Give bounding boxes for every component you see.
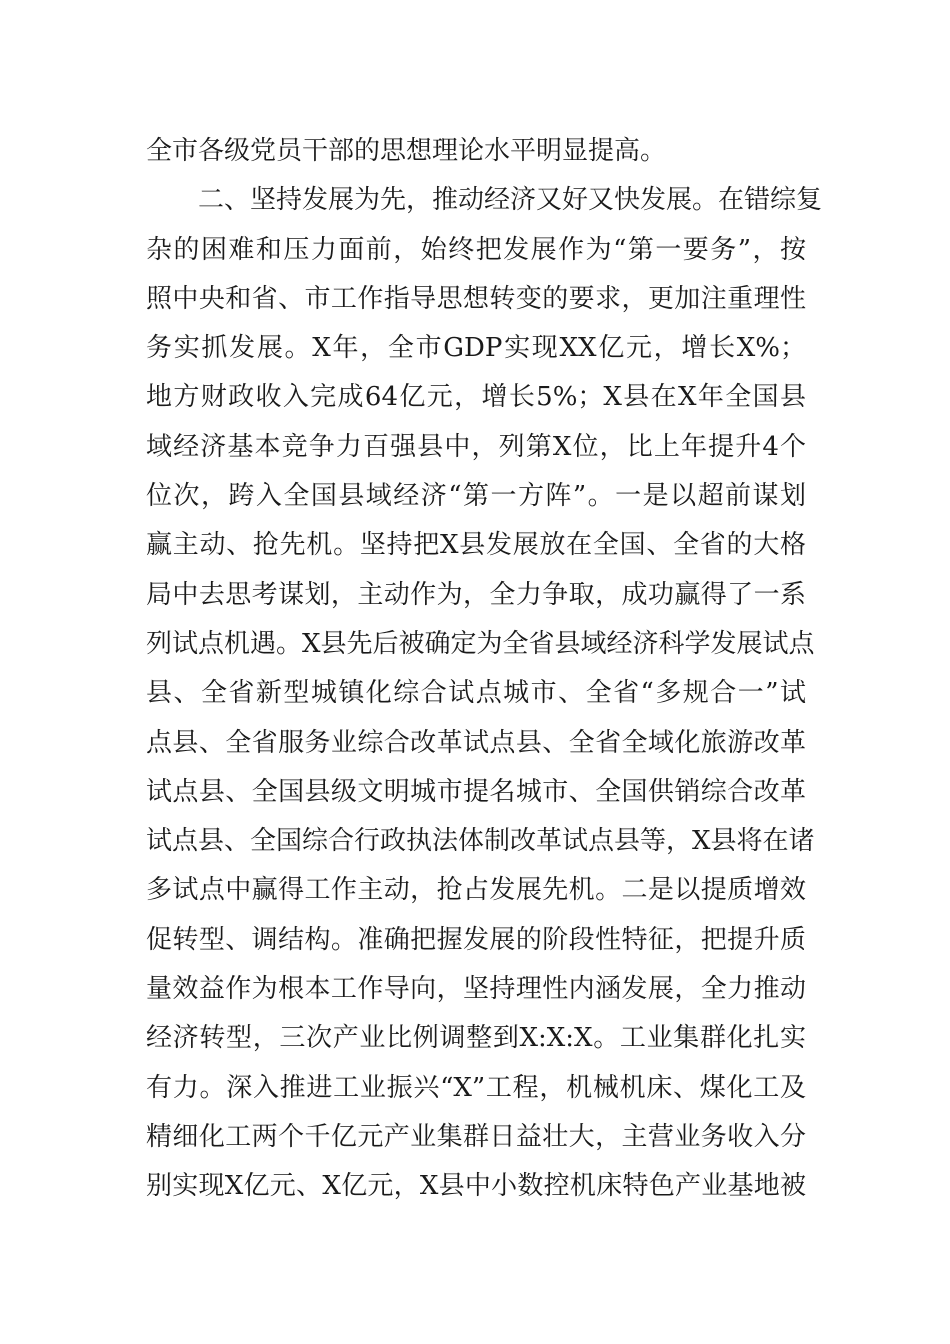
body-text bbox=[146, 127, 823, 1212]
text-line: 试点县、全国综合行政执法体制改革试点县等，X县将在诸 bbox=[146, 826, 815, 857]
text-line: 有力。深入推进工业振兴“X”工程，机械机床、煤化工及 bbox=[146, 1072, 806, 1103]
text-line: 试点县、全国县级文明城市提名城市、全国供销综合改革 bbox=[146, 776, 806, 807]
text-line: 局中去思考谋划，主动作为，全力争取，成功赢得了一系 bbox=[146, 579, 806, 610]
text-line: 县、全省新型城镇化综合试点城市、全省“多规合一”试 bbox=[146, 678, 806, 709]
text-line: 位次，跨入全国县域经济“第一方阵”。一是以超前谋划 bbox=[146, 481, 806, 512]
text-line: 点县、全省服务业综合改革试点县、全省全域化旅游改革 bbox=[146, 727, 806, 758]
text-line: 别实现X亿元、X亿元，X县中小数控机床特色产业基地被 bbox=[146, 1171, 806, 1202]
text-line: 赢主动、抢先机。坚持把X县发展放在全国、全省的大格 bbox=[146, 530, 806, 561]
text-line: 量效益作为根本工作导向，坚持理性内涵发展，全力推动 bbox=[146, 974, 806, 1005]
text-line: 经济转型，三次产业比例调整到X:X:X。工业集群化扎实 bbox=[146, 1023, 806, 1054]
text-line: 列试点机遇。X县先后被确定为全省县域经济科学发展试点 bbox=[146, 628, 815, 659]
paragraph-first-line: 二、坚持发展为先，推动经济又好又快发展。在错综复 bbox=[198, 185, 823, 216]
text-line: 务实抓发展。X年，全市GDP实现XX亿元，增长X%； bbox=[146, 333, 806, 364]
text-line: 全市各级党员干部的思想理论水平明显提高。 bbox=[146, 136, 667, 166]
text-line: 杂的困难和压力面前，始终把发展作为“第一要务”，按 bbox=[146, 234, 806, 265]
text-line: 精细化工两个千亿元产业集群日益壮大，主营业务收入分 bbox=[146, 1121, 806, 1152]
text-line: 促转型、调结构。准确把握发展的阶段性特征，把提升质 bbox=[146, 924, 806, 955]
text-line: 照中央和省、市工作指导思想转变的要求，更加注重理性 bbox=[146, 283, 806, 314]
text-line: 多试点中赢得工作主动，抢占发展先机。二是以提质增效 bbox=[146, 875, 806, 906]
text-line: 地方财政收入完成64亿元，增长5%；X县在X年全国县 bbox=[146, 382, 806, 413]
text-line: 域经济基本竞争力百强县中，列第X位，比上年提升4个 bbox=[146, 431, 806, 462]
